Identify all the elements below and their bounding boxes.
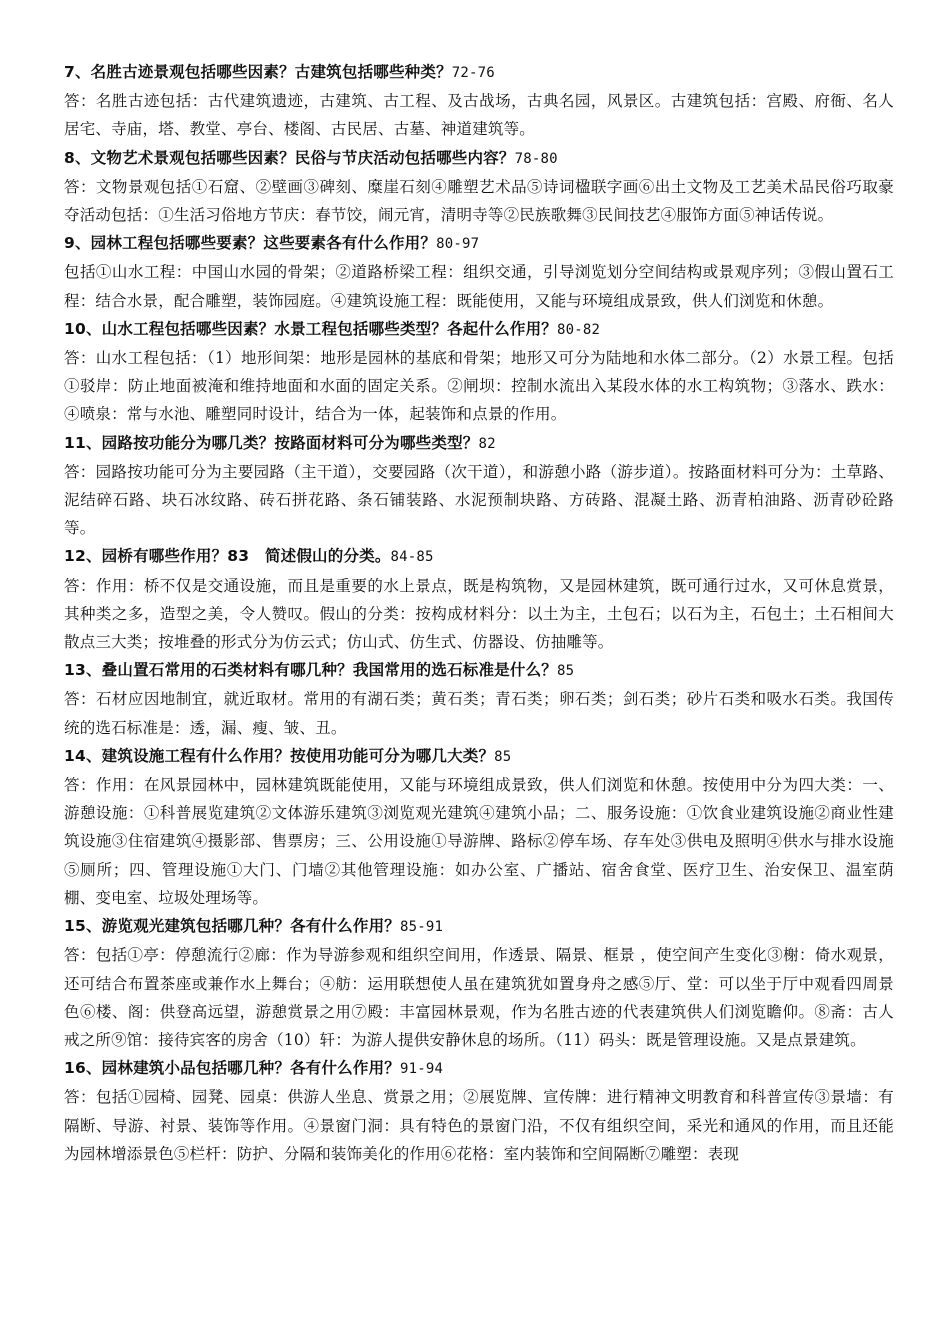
question <box>64 1054 894 1083</box>
answer: 答：作用：在风景园林中，园林建筑既能使用，又能与环境组成景致，供人们浏览和休憩。按使用中分为四大类：一、游憩设施：①科普展览建筑②文体游乐建筑③浏览观光建筑④建筑小品；二、服务设施：①饮食业建筑设施②商业性建筑设施③住宿建筑④摄影部、售票房；三、公用设施①导游牌、路标②停车场、存车处③供电及照明④供水与排水设施⑤厕所；四、管理设施①大门、门墙②其他管理设施：如办公室、广播站、宿舍食堂、医疗卫生、治安保卫、温室荫棚、变电室、垃圾处理场等。 <box>64 776 894 907</box>
question <box>64 229 894 258</box>
question-text: 13、叠山置石常用的石类材料有哪几种？我国常用的选石标准是什么？ <box>64 661 557 680</box>
page-reference: 72-76 <box>451 65 495 81</box>
answer: 答：园路按功能可分为主要园路（主干道），交要园路（次干道），和游憩小路（游步道）。按路面材料可分为：土草路、泥结碎石路、块石冰纹路、砖石拼花路、条石铺装路、水泥预制块路、方砖路、混凝土路、沥青柏油路、沥青砂砼路等。 <box>64 462 894 538</box>
qa-item-12 <box>64 542 894 656</box>
question <box>64 742 894 771</box>
page-reference: 78-80 <box>514 150 558 167</box>
qa-item-10 <box>64 315 894 429</box>
qa-item-11 <box>64 429 894 543</box>
answer: 答：作用：桥不仅是交通设施，而且是重要的水上景点，既是构筑物，又是园林建筑，既可通行过水，又可休息赏景，其种类之多，造型之美，令人赞叹。假山的分类：按构成材料分：以土为主，土包石；以石为主，石包土；土石相间大散点三大类；按堆叠的形式分为仿云式；仿山式、仿生式、仿器设、仿抽雕等。 <box>64 576 894 652</box>
question-text: 7、名胜古迹景观包括哪些因素？古建筑包括哪些种类？ <box>64 63 452 81</box>
question <box>64 912 894 941</box>
question-text: 9、园林工程包括哪些要素？这些要素各有什么作用？ <box>64 234 437 253</box>
document-page <box>64 58 894 1168</box>
question-text: 15、游览观光建筑包括哪几种？各有什么作用？ <box>64 917 400 936</box>
answer: 答：包括①亭：停憩流行②廊：作为导游参观和组织空间用，作透景、隔景、框景 ，使空间产生变化③榭：倚水观景，还可结合布置茶座或兼作水上舞台；④舫：运用联想使人虽在建筑犹如置身舟之感⑤厅、堂：可以坐于厅中观看四周景色⑥楼、阁：供登高远望，游憩赏景之用⑦殿：丰富园林景观，作为名胜古迹的代表建筑供人们浏览瞻仰。⑧斋：古人戒之所⑨馆：接待宾客的房舍（10）轩：为游人提供安静休息的场所。（11）码头：既是管理设施。又是点景建筑。 <box>64 946 894 1049</box>
question <box>64 144 894 173</box>
page-reference: 91-94 <box>399 1061 444 1078</box>
question <box>64 656 894 685</box>
question-text: 11、园路按功能分为哪几类？按路面材料可分为哪些类型？ <box>64 433 479 452</box>
page-reference: 80-97 <box>436 236 480 253</box>
page-reference: 82 <box>478 435 496 452</box>
question <box>64 542 894 571</box>
question <box>64 315 894 344</box>
answer: 答：名胜古迹包括：古代建筑遗迹，古建筑、古工程、及古战场，古典名园，风景区。古建筑包括：宫殿、府衙、名人居宅、寺庙，塔、教堂、亭台、楼阁、古民居、古墓、神道建筑等。 <box>64 92 894 139</box>
page-reference: 80-82 <box>556 321 601 338</box>
qa-item-15 <box>64 912 894 1054</box>
page-reference: 84-85 <box>390 549 434 566</box>
qa-item-8 <box>64 144 894 230</box>
qa-item-7 <box>64 58 894 144</box>
answer: 答：石材应因地制宜，就近取材。常用的有湖石类；黄石类；青石类；卵石类；剑石类；砂片石类和吸水石类。我国传统的选石标准是：透，漏、瘦、皱、丑。 <box>64 690 894 737</box>
qa-item-13 <box>64 656 894 742</box>
question <box>64 58 894 87</box>
question-text: 14、建筑设施工程有什么作用？按使用功能可分为哪几大类？ <box>64 746 495 765</box>
page-reference: 85-91 <box>399 919 444 936</box>
qa-item-16 <box>64 1054 894 1168</box>
answer: 答：文物景观包括①石窟、②壁画③碑刻、糜崖石刻④雕塑艺术品⑤诗词楹联字画⑥出土文物及工艺美术品民俗巧取豪夺活动包括：①生活习俗地方节庆：春节饺，闹元宵，清明寺等②民族歌舞③民间技艺④服饰方面⑤神话传说。 <box>64 177 894 225</box>
question <box>64 429 894 458</box>
question-text: 8、文物艺术景观包括哪些因素？民俗与节庆活动包括哪些内容？ <box>64 148 515 167</box>
page-reference: 85 <box>494 748 512 765</box>
question-text: 10、山水工程包括哪些因素？水景工程包括哪些类型？各起什么作用？ <box>64 319 557 338</box>
answer: 答：山水工程包括：（1）地形间架：地形是园林的基底和骨架；地形又可分为陆地和水体二部分。（2）水景工程。包括①驳岸：防止地面被淹和维持地面和水面的固定关系。②闸坝：控制水流出入某段水体的水工构筑物；③落水、跌水：④喷泉：常与水池、雕塑同时设计，结合为一体，起装饰和点景的作用。 <box>64 349 894 424</box>
answer: 答：包括①园椅、园凳、园桌：供游人坐息、赏景之用；②展览牌、宣传牌：进行精神文明教育和科普宣传③景墙：有隔断、导游、衬景、装饰等作用。④景窗门洞：具有特色的景窗门沿，不仅有组织空间，采光和通风的作用，而且还能为园林增添景色⑤栏杆：防护、分隔和装饰美化的作用⑥花格：室内装饰和空间隔断⑦雕塑：表现 <box>64 1088 894 1163</box>
question-text: 12、园桥有哪些作用？83 简述假山的分类。 <box>64 547 391 566</box>
page-reference: 85 <box>556 663 575 680</box>
answer: 包括①山水工程：中国山水园的骨架；②道路桥梁工程：组织交通，引导浏览划分空间结构或景观序列；③假山置石工程：结合水景，配合雕塑，装饰园庭。④建筑设施工程：既能使用，又能与环境组成景致，供人们浏览和休憩。 <box>64 263 894 310</box>
qa-item-9 <box>64 229 894 315</box>
question-text: 16、园林建筑小品包括哪几种？各有什么作用？ <box>64 1059 400 1078</box>
qa-item-14 <box>64 742 894 912</box>
